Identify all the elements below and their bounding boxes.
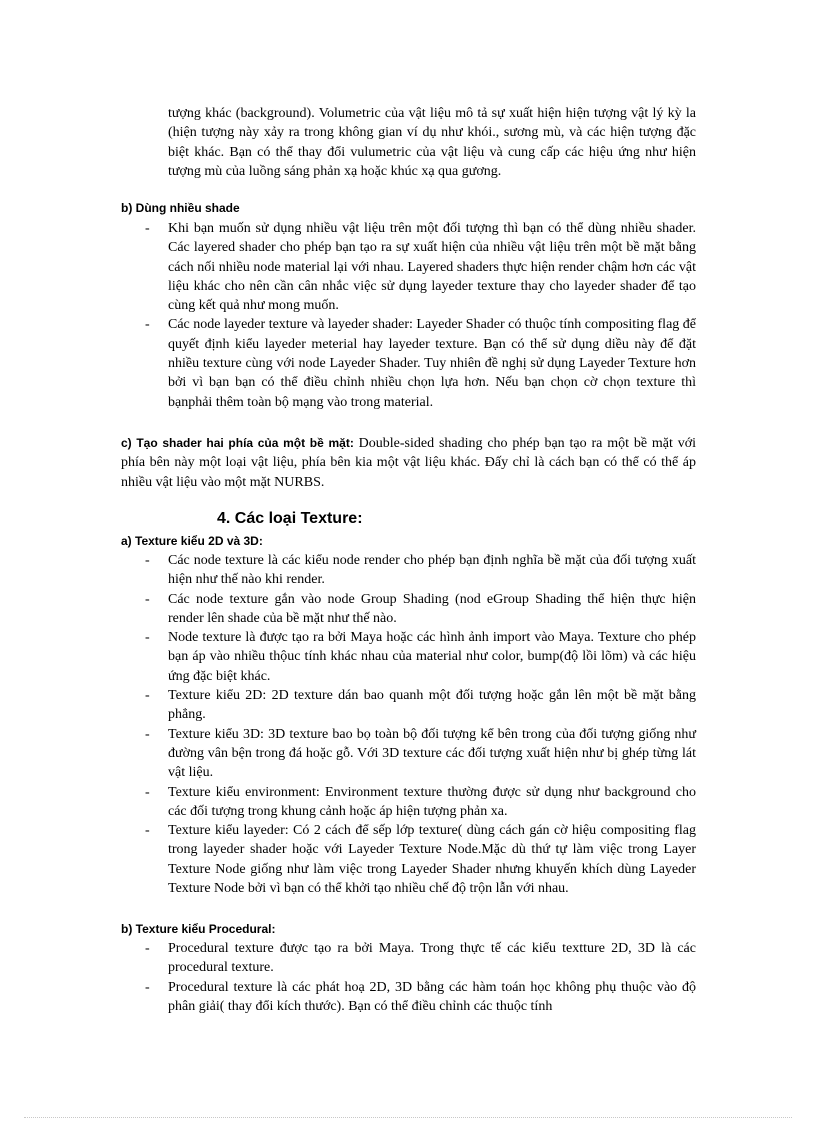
- list-item: [0, 315, 816, 411]
- bullet-dash: -: [145, 726, 150, 742]
- list-item: [0, 821, 816, 898]
- list-item: [0, 590, 816, 629]
- list-multiple-shaders: [0, 219, 816, 412]
- list-texture-types: [0, 551, 816, 898]
- list-item: [0, 551, 816, 590]
- heading-b-procedural: b) Texture kiểu Procedural:: [121, 922, 276, 936]
- list-item-text: Procedural texture được tạo ra bởi Maya. Trong thực tế các kiểu textture 2D, 3D là các procedural texture.: [168, 941, 696, 976]
- bullet-dash: -: [145, 553, 150, 568]
- list-item: [0, 939, 816, 978]
- list-item: [0, 725, 816, 783]
- intro-paragraph: tượng khác (background). Volumetric của vật liệu mô tả sự xuất hiện hiện tượng vật lý kỳ la (hiện tượng này xảy ra trong không gian ví dụ như khói., sương mù, và các hiện tượng đặc biệt khác. Bạn có thể thay đổi vulumetric của vật liệu và cung cấp các hiệu ứng như hiện tượng mù của luồng sáng phản xạ hoặc khúc xạ qua gương.: [168, 106, 696, 179]
- list-item: [0, 978, 816, 1017]
- list-item: [0, 219, 816, 315]
- bullet-dash: -: [145, 941, 150, 956]
- bullet-dash: -: [145, 221, 150, 236]
- list-item-text: Procedural texture là các phát hoạ 2D, 3D bằng các hàm toán học không phụ thuộc vào độ phân giải( thay đổi kích thước). Bạn có thể điều chỉnh các thuộc tính: [168, 979, 696, 1014]
- list-item-text: Node texture là được tạo ra bởi Maya hoặc các hình ảnh import vào Maya. Texture cho phép bạn áp vào nhiều thộuc tính khác nhau của material như color, bump(độ lồi lõm) và các hiệu ứng đặc biệt khác.: [168, 630, 696, 684]
- bullet-dash: -: [145, 630, 150, 646]
- heading-a-texture-2d-3d: a) Texture kiểu 2D và 3D:: [121, 534, 263, 548]
- list-item-text: Texture kiểu 3D: 3D texture bao bọ toàn bộ đối tượng kể bên trong của đối tượng giống như đường vân bện trong đá hoặc gỗ. Với 3D texture các đối tượng xuất hiện như bị ghép từng lát vật liệu.: [168, 726, 696, 781]
- heading-b-multiple-shaders: b) Dùng nhiều shade: [121, 201, 240, 215]
- list-item: [0, 783, 816, 822]
- bullet-dash: -: [145, 688, 150, 704]
- page-bottom-rule: [24, 1117, 792, 1118]
- list-item-text: Texture kiểu layeder: Có 2 cách để sếp lớp texture( dùng cách gán cờ hiệu compositing flag trong layeder shader hoặc với Layeder Texture Node.Mặc dù thứ tự làm việc trong Layer Texture Node giống như làm việc trong Layeder Shader nhưng khuyến khích dùng Layeder Texture Node bởi vì bạn có thể khởi tạo nhiều chế độ trộn lẫn với nhau.: [168, 823, 696, 897]
- section-c-paragraph: [121, 434, 696, 492]
- bullet-dash: -: [145, 979, 150, 995]
- bullet-dash: -: [145, 591, 150, 607]
- bullet-dash: -: [145, 317, 150, 333]
- list-procedural: [0, 939, 816, 1016]
- list-item-text: Các node layeder texture và layeder shader: Layeder Shader có thuộc tính compositing flag để quyết định kiểu layeder meterial hay layeder texture. Bạn có thể sử dụng diều này để đặt nhiều texture cùng với node Layeder Shader. Tuy nhiên đề nghị sử dụng Layeder Texture hơn bởi vì bạn bạn có thể điều chỉnh nhiều chọn lựa hơn. Nếu bạn chọn cờ chọn texture thì bạnphải thêm toàn bộ mạng vào trong material.: [168, 317, 696, 410]
- bullet-dash: -: [145, 823, 150, 839]
- list-item-text: Texture kiểu 2D: 2D texture dán bao quanh một đối tượng hoặc gắn lên một bề mặt bằng phẳng.: [168, 688, 696, 723]
- list-item-text: Texture kiểu environment: Environment texture thường được sử dụng như background cho các đối tượng trong khung cảnh hoặc áp hiện tượng phản xa.: [168, 784, 696, 819]
- list-item: [0, 628, 816, 686]
- list-item-text: Các node texture là các kiểu node render cho phép bạn định nghĩa bề mặt của đối tượng xuất hiện như thế nào khi render.: [168, 553, 696, 588]
- heading-c-double-sided: c) Tạo shader hai phía của một bề mặt:: [121, 436, 354, 450]
- section-4-title: 4. Các loại Texture:: [217, 510, 363, 527]
- bullet-dash: -: [145, 784, 150, 800]
- list-item: [0, 686, 816, 725]
- list-item-text: Các node texture gắn vào node Group Shading (nod eGroup Shading thể hiện thực hiện render lên shade của bề mặt như thế nào.: [168, 591, 696, 626]
- list-item-text: Khi bạn muốn sử dụng nhiều vật liệu trên một đối tượng thì bạn có thể dùng nhiều shader. Các layered shader cho phép bạn tạo ra sự xuất hiện của nhiều vật liệu trên một bề mặt bằng cách nối nhiều node material lại với nhau. Layered shaders thực hiện render chậm hơn các vật liệu khác cho nên cần cân nhắc việc sử dụng layeder texture thay cho layeder shader để tạo cùng kết quả như mong muốn.: [168, 221, 696, 314]
- section-c-text: Double-sided shading cho phép bạn tạo ra một bề mặt với phía bên này một loại vật liệu, phía bên kia một vật liệu khác. Đấy chỉ là cách bạn có thể có thể áp nhiều vật liệu vào một mặt NURBS.: [121, 436, 697, 490]
